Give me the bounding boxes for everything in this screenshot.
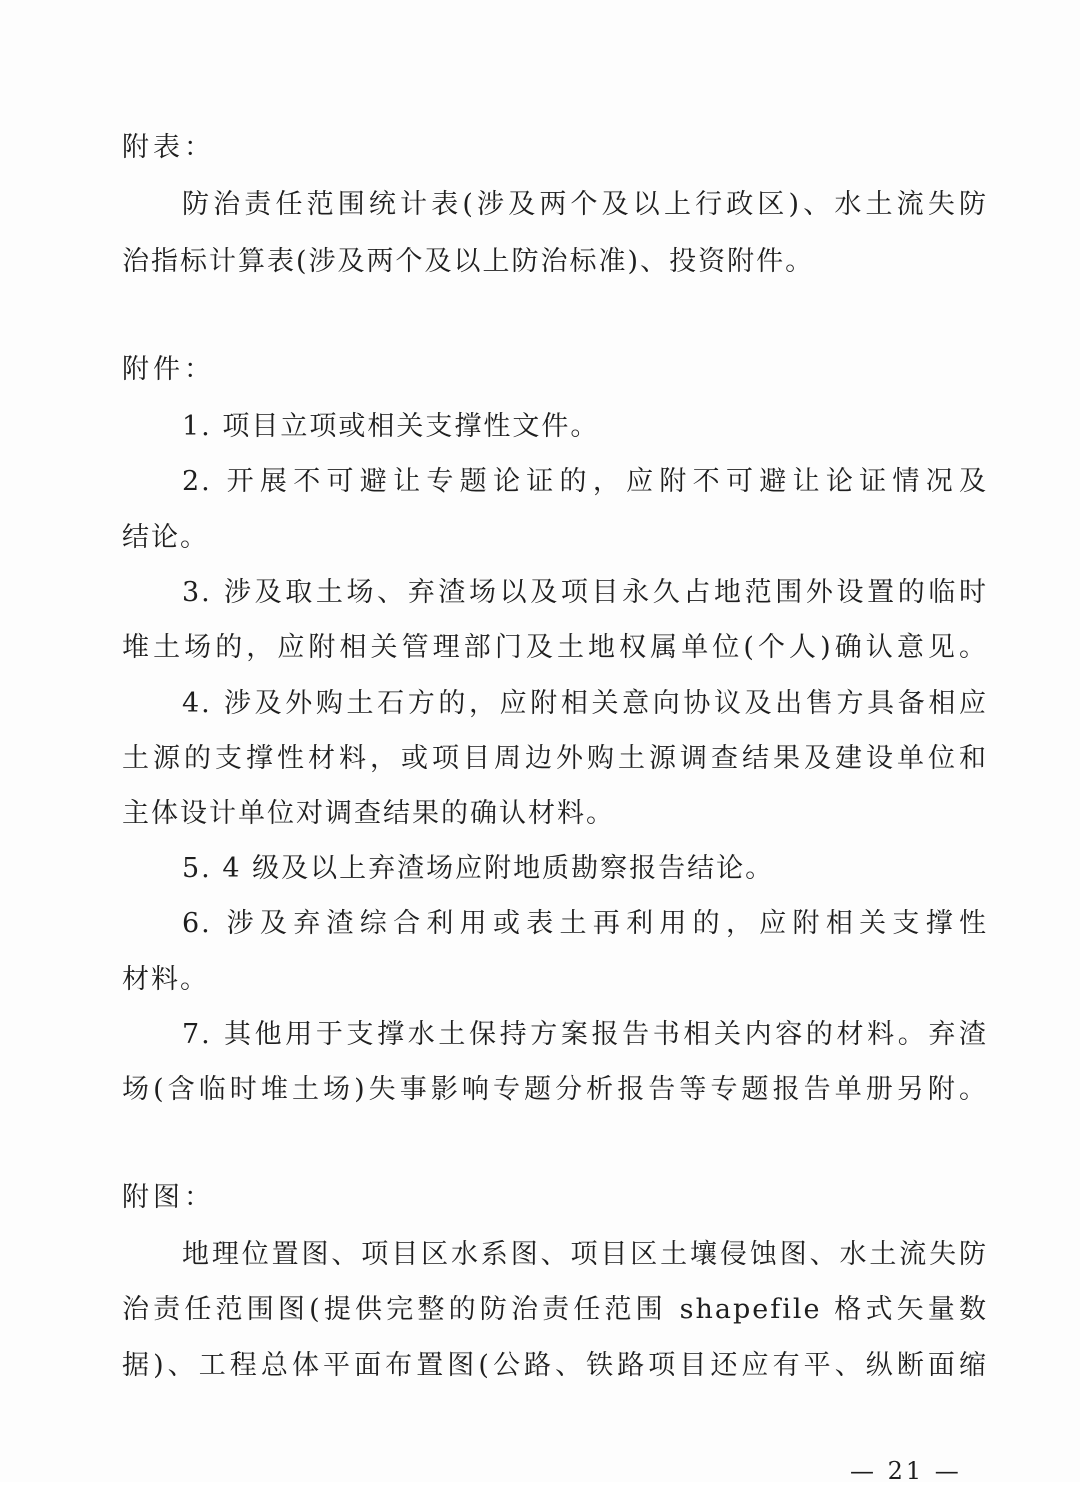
attachment-item-2-cont: 结论。 bbox=[122, 522, 209, 553]
page-number: — 21 — bbox=[850, 1457, 962, 1485]
attachment-item-6: 6. 涉及弃渣综合利用或表土再利用的，应附相关支撑性 bbox=[182, 908, 988, 939]
attached-figures-line-1: 地理位置图、项目区水系图、项目区土壤侵蚀图、水土流失防 bbox=[182, 1239, 988, 1270]
attachments-heading: 附件： bbox=[122, 354, 215, 385]
attachment-item-6-cont: 材料。 bbox=[122, 964, 209, 995]
attached-figures-heading: 附图： bbox=[122, 1182, 215, 1213]
attachment-item-2: 2. 开展不可避让专题论证的，应附不可避让论证情况及 bbox=[182, 466, 988, 497]
attachment-item-7: 7. 其他用于支撑水土保持方案报告书相关内容的材料。弃渣 bbox=[182, 1019, 988, 1050]
attachment-item-1: 1. 项目立项或相关支撑性文件。 bbox=[182, 411, 600, 442]
attached-figures-line-3: 据)、工程总体平面布置图(公路、铁路项目还应有平、纵断面缩 bbox=[122, 1350, 988, 1381]
attached-tables-line-2: 治指标计算表(涉及两个及以上防治标准)、投资附件。 bbox=[122, 246, 815, 277]
attachment-item-4: 4. 涉及外购土石方的，应附相关意向协议及出售方具备相应 bbox=[182, 688, 988, 719]
attachment-item-5: 5. 4 级及以上弃渣场应附地质勘察报告结论。 bbox=[182, 853, 775, 884]
attachment-item-4-cont-2: 主体设计单位对调查结果的确认材料。 bbox=[122, 798, 615, 829]
attachment-item-7-cont: 场(含临时堆土场)失事影响专题分析报告等专题报告单册另附。 bbox=[122, 1074, 988, 1105]
attached-figures-line-2: 治责任范围图(提供完整的防治责任范围 shapefile 格式矢量数 bbox=[122, 1294, 988, 1325]
attached-tables-heading: 附表： bbox=[122, 132, 215, 163]
attachment-item-3: 3. 涉及取土场、弃渣场以及项目永久占地范围外设置的临时 bbox=[182, 577, 988, 608]
attached-tables-line-1: 防治责任范围统计表(涉及两个及以上行政区)、水土流失防 bbox=[182, 189, 988, 220]
attachment-item-3-cont: 堆土场的，应附相关管理部门及土地权属单位(个人)确认意见。 bbox=[122, 632, 988, 663]
attachment-item-4-cont-1: 土源的支撑性材料，或项目周边外购土源调查结果及建设单位和 bbox=[122, 743, 988, 774]
